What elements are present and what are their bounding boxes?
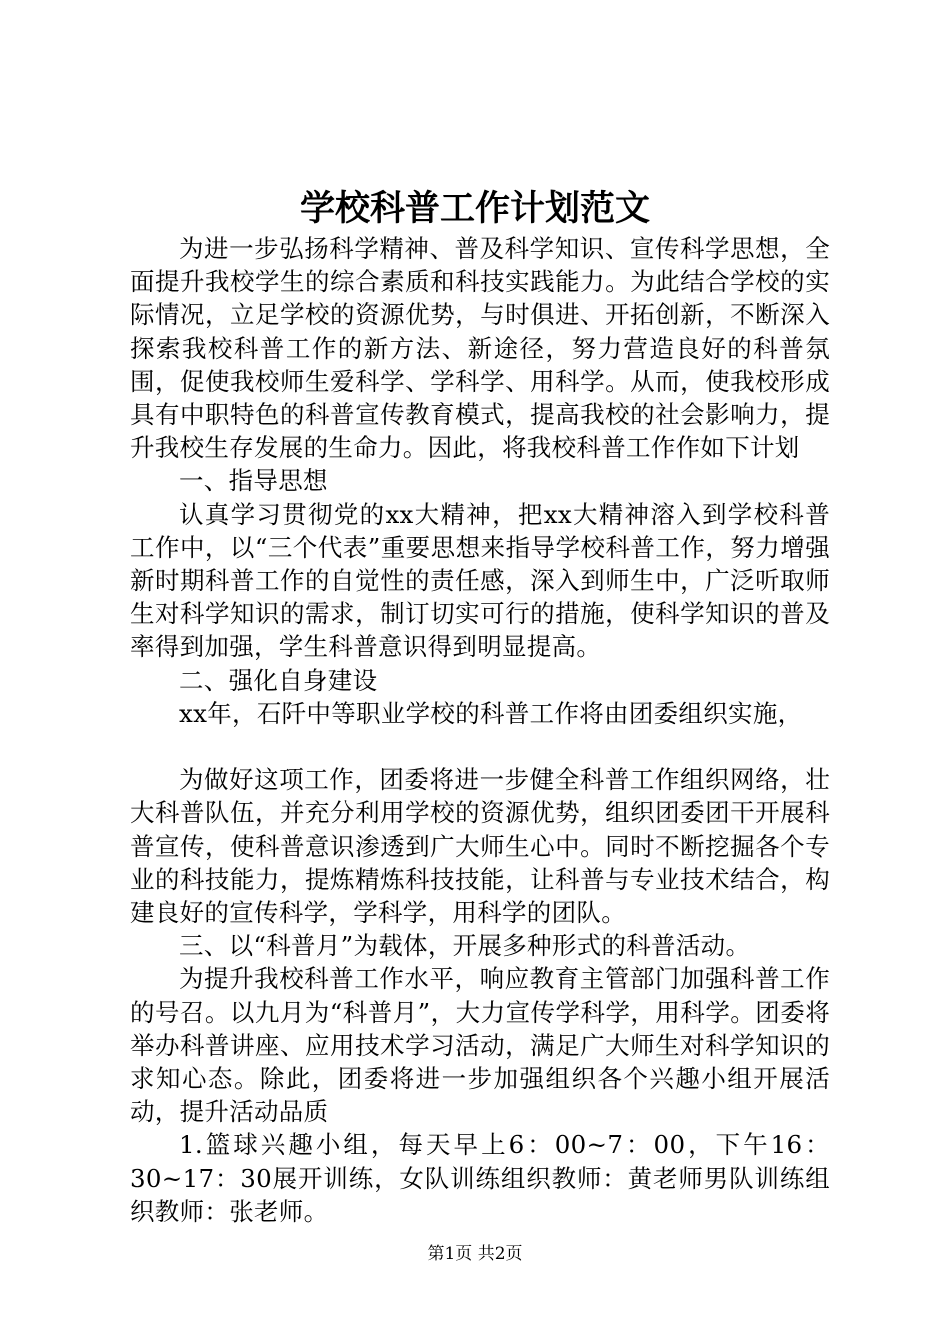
paragraph-science-month: 为提升我校科普工作水平，响应教育主管部门加强科普工作的号召。以九月为“科普月”，大力宣传学科学，用科学。团委将举办科普讲座、应用技术学习活动，满足广大师生对科学知识的求知心态。除此，团委将进一步加强组织各个兴趣小组开展活动，提升活动品质 (130, 964, 830, 1127)
paragraph-guiding-ideology: 认真学习贯彻党的xx大精神，把xx大精神溶入到学校科普工作中，以“三个代表”重要思想来指导学校科普工作，努力增强新时期科普工作的自觉性的责任感，深入到师生中，广泛听取师生对科学知识的需求，制订切实可行的措施，使科学知识的普及率得到加强，学生科普意识得到明显提高。 (130, 499, 830, 662)
paragraph-spacer (130, 730, 830, 763)
paragraph-self-building-lead: xx年，石阡中等职业学校的科普工作将由团委组织实施， (179, 698, 803, 728)
document-title: 学校科普工作计划范文 (299, 188, 650, 229)
document-body (130, 232, 830, 1228)
section-heading-guiding-ideology: 一、指导思想 (179, 466, 328, 496)
section-heading-science-month: 三、以“科普月”为载体，开展多种形式的科普活动。 (179, 931, 751, 961)
section-heading-self-building: 二、强化自身建设 (179, 665, 378, 695)
paragraph-basketball-group: 1.篮球兴趣小组，每天早上6：00~7：00，下午16：30~17：30展开训练，女队训练组织教师：黄老师男队训练组织教师：张老师。 (130, 1130, 830, 1226)
paragraph-self-building: 为做好这项工作，团委将进一步健全科普工作组织网络，壮大科普队伍，并充分利用学校的资源优势，组织团委团干开展科普宣传，使科普意识渗透到广大师生心中。同时不断挖掘各个专业的科技能力，提炼精炼科技技能，让科普与专业技术结合，构建良好的宣传科学，学科学，用科学的团队。 (130, 765, 830, 928)
page-footer: 第1页 共2页 (427, 1244, 523, 1264)
paragraph-intro: 为进一步弘扬科学精神、普及科学知识、宣传科学思想，全面提升我校学生的综合素质和科技实践能力。为此结合学校的实际情况，立足学校的资源优势，与时俱进、开拓创新，不断深入探索我校科普工作的新方法、新途径，努力营造良好的科普氛围，促使我校师生爱科学、学科学、用科学。从而，使我校形成具有中职特色的科普宣传教育模式，提高我校的社会影响力，提升我校生存发展的生命力。因此，将我校科普工作作如下计划 (130, 234, 830, 463)
